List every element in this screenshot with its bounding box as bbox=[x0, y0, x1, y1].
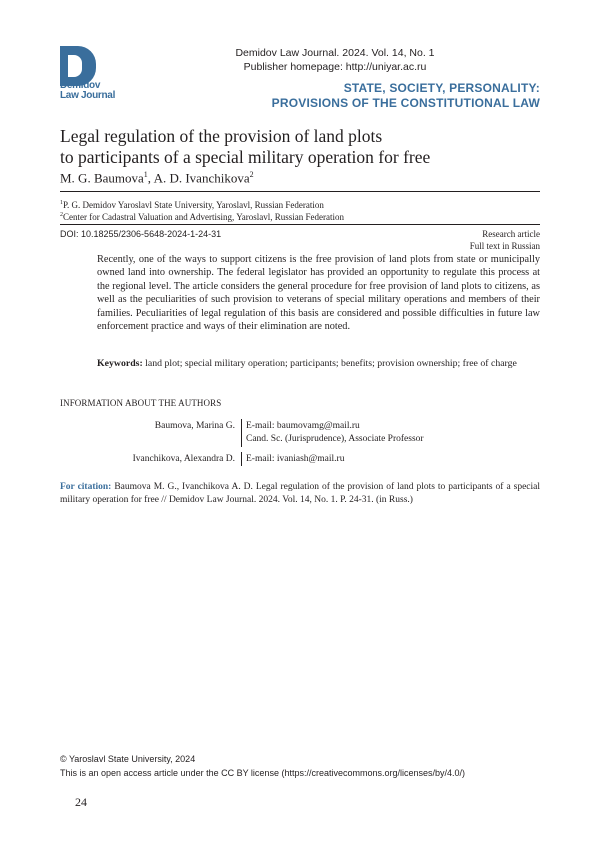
affil-mark: 2 bbox=[60, 212, 63, 218]
citation-label: For citation: bbox=[60, 482, 112, 492]
author-name: A. D. Ivanchikova bbox=[153, 170, 250, 186]
author-info-degree: Cand. Sc. (Jurisprudence), Associate Professor bbox=[246, 434, 424, 444]
title-line2: to participants of a special military operation for free bbox=[60, 147, 431, 167]
section-heading-line1: STATE, SOCIETY, PERSONALITY: bbox=[343, 81, 540, 95]
keywords-text: land plot; special military operation; participants; benefits; provision ownership; free of charge bbox=[145, 358, 517, 369]
keywords-label: Keywords: bbox=[97, 358, 143, 369]
license-notice[interactable]: This is an open access article under the CC BY license (https://creativecommons.org/licenses/by/4.0/) bbox=[60, 768, 466, 778]
author-info-divider bbox=[241, 419, 242, 447]
affil-text: Center for Cadastral Valuation and Advertising, Yaroslavl, Russian Federation bbox=[63, 212, 345, 222]
affil-text: P. G. Demidov Yaroslavl State University, Yaroslavl, Russian Federation bbox=[63, 200, 324, 210]
divider-rule bbox=[60, 191, 540, 192]
abstract: Recently, one of the ways to support citizens is the free provision of land plots from state or municipally owned land into ownership. The federal legislator has provided an opportunity to regulate this process at the regional level. The article considers the general procedure for free provision of land plots to citizens, as well as the peculiarities of such provision to veterans of special military operations and members of their families. Peculiarities of legal regulation of this basis are considered and possible difficulties in future law enforcement practice and ways of their elimination are noted. bbox=[97, 254, 540, 333]
article-title bbox=[60, 126, 540, 168]
logo-text-line1: Demidov bbox=[60, 80, 101, 91]
section-heading-line2: PROVISIONS OF THE CONSTITUTIONAL LAW bbox=[271, 96, 540, 110]
page-number: 24 bbox=[75, 795, 87, 809]
author-affil-mark: 1 bbox=[143, 170, 148, 179]
divider-rule bbox=[60, 224, 540, 225]
logo-d-hole bbox=[68, 55, 82, 77]
author-list: M. G. Baumova$^1$, A. D. Ivanchikova$^2$ bbox=[60, 170, 254, 186]
copyright-notice: © Yaroslavl State University, 2024 bbox=[60, 754, 196, 764]
article-language: Full text in Russian bbox=[469, 241, 540, 251]
journal-issue-line: Demidov Law Journal. 2024. Vol. 14, No. 1 bbox=[235, 47, 435, 59]
citation-text: Baumova M. G., Ivanchikova A. D. Legal regulation of the provision of land plots to participants of a special military operation for free // Demidov Law Journal. 2024. Vol. 14, No. 1. P. 24-31. (in Russ.) bbox=[60, 482, 540, 505]
journal-logo bbox=[60, 46, 120, 102]
affil-mark: 1 bbox=[60, 200, 63, 206]
affiliation-2 bbox=[60, 209, 344, 223]
author-name: M. G. Baumova bbox=[60, 170, 144, 186]
author-info-email[interactable]: E-mail: baumovamg@mail.ru bbox=[246, 421, 360, 431]
logo-text-line2: Law Journal bbox=[60, 90, 116, 101]
author-affil-mark: 2 bbox=[249, 170, 254, 179]
author-info-divider bbox=[241, 452, 242, 466]
author-info-name: Ivanchikova, Alexandra D. bbox=[132, 454, 235, 464]
title-line1: Legal regulation of the provision of land plots bbox=[60, 126, 383, 146]
authors-info-heading: INFORMATION ABOUT THE AUTHORS bbox=[60, 398, 222, 408]
publisher-homepage: Publisher homepage: http://uniyar.ac.ru bbox=[243, 61, 427, 73]
author-info-email[interactable]: E-mail: ivaniash@mail.ru bbox=[246, 454, 345, 464]
keywords bbox=[97, 357, 540, 370]
article-type: Research article bbox=[482, 229, 540, 239]
citation bbox=[60, 481, 540, 507]
doi[interactable]: DOI: 10.18255/2306-5648-2024-1-24-31 bbox=[60, 229, 222, 239]
author-info-name: Baumova, Marina G. bbox=[154, 421, 235, 431]
